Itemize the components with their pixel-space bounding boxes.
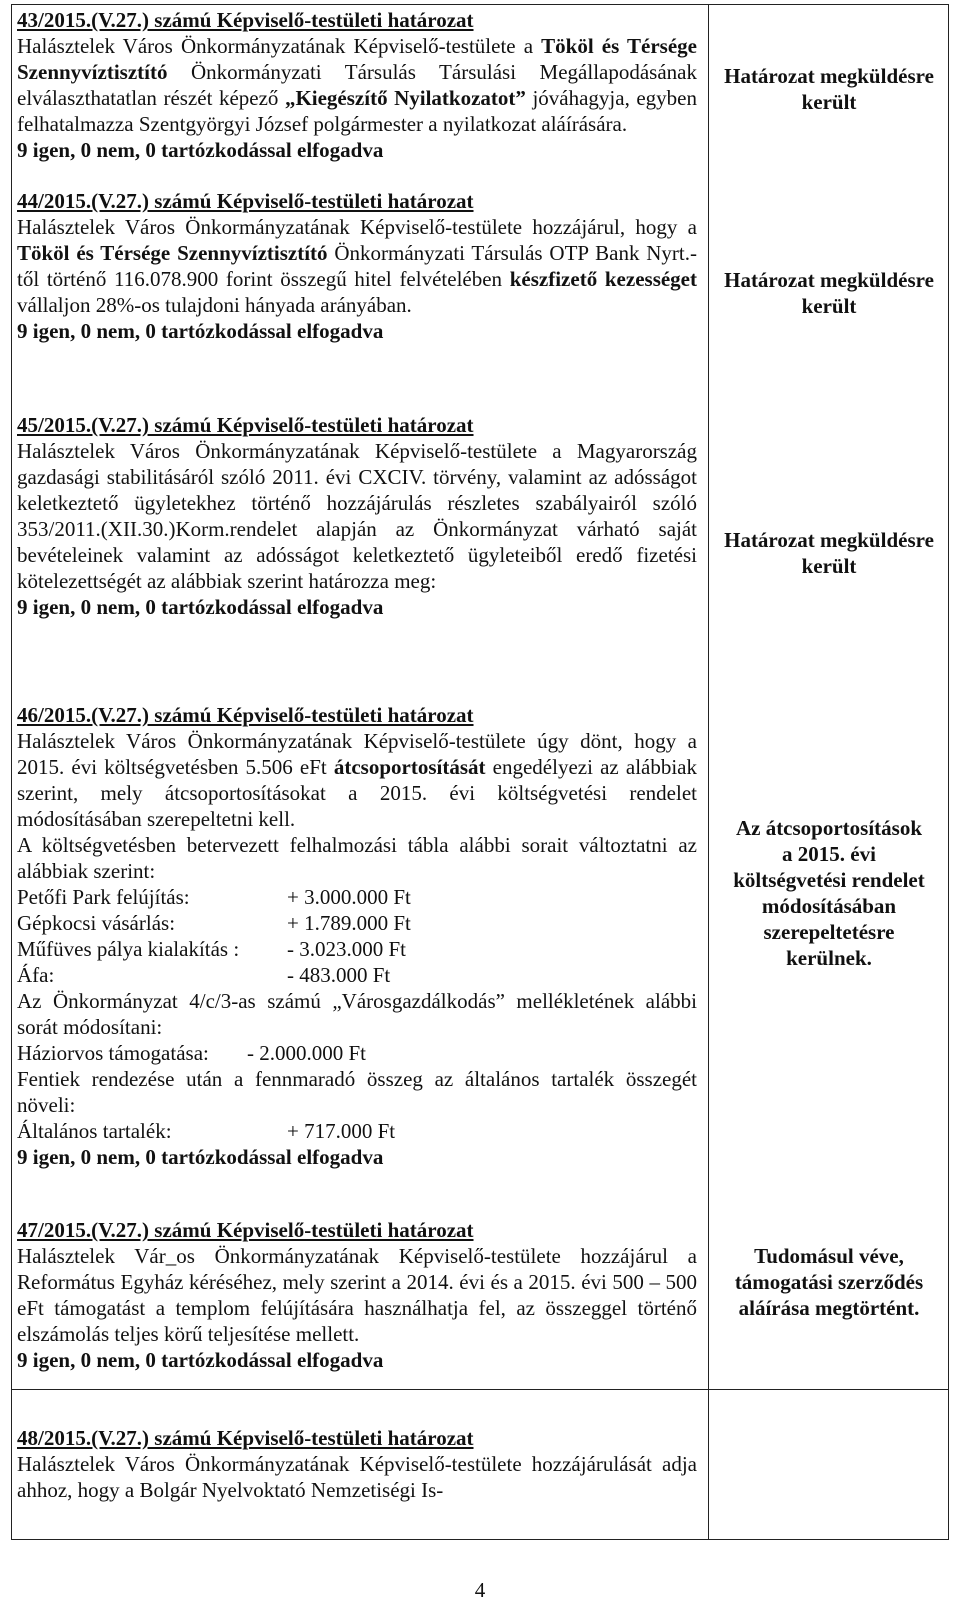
resolution-paragraph: Fentiek rendezése után a fennmaradó összeg az általános tartalék összegét növeli: xyxy=(17,1067,697,1117)
resolution-heading: 48/2015.(V.27.) számú Képviselő-testületi határozat xyxy=(17,1426,474,1450)
status-46: Az átcsoportosítások a 2015. évi költségvetési rendelet módosításában szerepeltetésre kerülnek. xyxy=(733,816,925,970)
row-divider xyxy=(12,1389,948,1390)
vote-result: 9 igen, 0 nem, 0 tartózkodással elfogadva xyxy=(17,595,384,619)
page-number: 4 xyxy=(474,1578,486,1602)
resolution-paragraph: Az Önkormányzat 4/c/3-as számú „Városgazdálkodás” mellékletének alábbi sorát módosítani: xyxy=(17,989,697,1039)
amount-row: Áfa: - 483.000 Ft xyxy=(17,963,391,987)
resolution-intro: A költségvetésben betervezett felhalmozási tábla alábbi sorait változtatni az alábbiak szerint: xyxy=(17,833,697,883)
resolution-body: Halásztelek Város Önkormányzatának Képviselő-testülete a Tököl és Térsége Szennyvíztisztító Önkormányzati Társulás Társulási Megállapodásának elválaszthatatlan részét képező „Kiegészítő Nyilatkozatot” jóváhagyja, egyben felhatalmazza Szentgyörgyi József polgármester a nyilatkozat aláírására. xyxy=(17,34,697,136)
amount-row: Műfüves pálya kialakítás : - 3.023.000 Ft xyxy=(17,937,407,961)
resolution-heading: 44/2015.(V.27.) számú Képviselő-testületi határozat xyxy=(17,189,474,213)
resolution-body: Halásztelek Város Önkormányzatának Képviselő-testülete a Magyarország gazdasági stabilitásáról szóló 2011. évi CXCIV. törvény, valamint az adósságot keletkeztető ügyletekhez történő hozzájárulás részletes szabályairól szóló 353/2011.(XII.30.)Korm.rendelet alapján az Önkormányzat várható saját bevételeinek valamint az adósságot keletkeztető ügyleteiből eredő fizetési kötelezettségét az alábbiak szerint határozza meg: xyxy=(17,439,697,593)
resolution-46 xyxy=(17,702,697,1170)
resolution-heading: 43/2015.(V.27.) számú Képviselő-testületi határozat xyxy=(17,8,474,32)
amount-row: Gépkocsi vásárlás: + 1.789.000 Ft xyxy=(17,911,411,935)
resolution-body: Halásztelek Vár_os Önkormányzatának Képviselő-testülete hozzájárul a Református Egyház kéréséhez, mely szerint a 2014. évi és a 2015. évi 500 – 500 eFt támogatást a templom felújítására használhatja fel, az összeggel történő elszámolás teljes körű teljesítése mellett. xyxy=(17,1244,697,1346)
resolution-heading: 45/2015.(V.27.) számú Képviselő-testületi határozat xyxy=(17,413,474,437)
resolution-45 xyxy=(17,412,697,620)
amount-row: Általános tartalék: + 717.000 Ft xyxy=(17,1119,396,1143)
resolution-47 xyxy=(17,1217,697,1373)
status-44: Határozat megküldésre került xyxy=(724,268,934,318)
resolution-heading: 47/2015.(V.27.) számú Képviselő-testületi határozat xyxy=(17,1218,474,1242)
vote-result: 9 igen, 0 nem, 0 tartózkodással elfogadva xyxy=(17,319,384,343)
resolution-43 xyxy=(17,7,697,163)
amount-row: Petőfi Park felújítás: + 3.000.000 Ft xyxy=(17,885,411,909)
resolution-heading: 46/2015.(V.27.) számú Képviselő-testületi határozat xyxy=(17,703,474,727)
resolution-body: Halásztelek Város Önkormányzatának Képviselő-testülete úgy dönt, hogy a 2015. évi költségvetésben 5.506 eFt átcsoportosítását engedélyezi az alábbiak szerint, mely átcsoportosításokat a 2015. évi költségvetési rendelet módosításában szerepeltetni kell. xyxy=(17,729,698,831)
status-43: Határozat megküldésre került xyxy=(724,64,934,114)
resolution-44 xyxy=(17,188,697,344)
amount-row: Háziorvos támogatása: - 2.000.000 Ft xyxy=(17,1041,367,1065)
resolution-body: Halásztelek Város Önkormányzatának Képviselő-testülete hozzájárul, hogy a Tököl és Térsége Szennyvíztisztító Önkormányzati Társulás OTP Bank Nyrt.-től történő 116.078.900 forint összegű hitel felvételében készfizető kezességet vállaljon 28%-os tulajdoni hányada arányában. xyxy=(17,215,698,317)
resolutions-table xyxy=(11,4,949,1540)
vote-result: 9 igen, 0 nem, 0 tartózkodással elfogadva xyxy=(17,1348,384,1372)
column-divider xyxy=(708,5,709,1539)
vote-result: 9 igen, 0 nem, 0 tartózkodással elfogadva xyxy=(17,138,384,162)
status-45: Határozat megküldésre került xyxy=(724,528,934,578)
resolution-body: Halásztelek Város Önkormányzatának Képviselő-testülete hozzájárulását adja ahhoz, hogy a Bolgár Nyelvoktató Nemzetiségi Is- xyxy=(17,1452,697,1502)
resolution-48 xyxy=(17,1425,697,1503)
vote-result: 9 igen, 0 nem, 0 tartózkodással elfogadva xyxy=(17,1145,384,1169)
status-47: Tudomásul véve, támogatási szerződés aláírása megtörtént. xyxy=(734,1244,924,1320)
